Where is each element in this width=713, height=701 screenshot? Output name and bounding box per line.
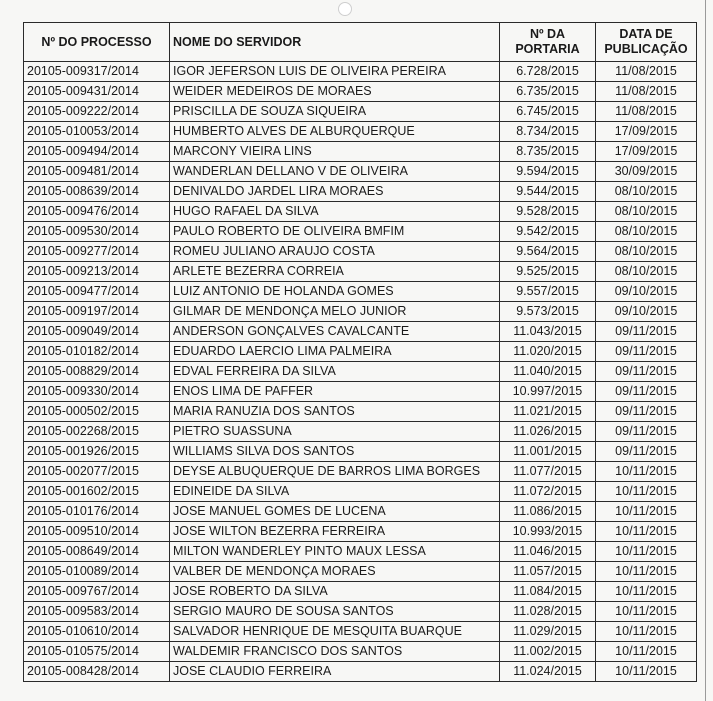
cell-processo: 20105-002268/2015 <box>24 422 170 442</box>
table-row <box>24 82 697 102</box>
cell-data: 08/10/2015 <box>596 182 697 202</box>
cell-nome: GILMAR DE MENDONÇA MELO JUNIOR <box>170 302 500 322</box>
cell-processo: 20105-009197/2014 <box>24 302 170 322</box>
cell-data: 10/11/2015 <box>596 642 697 662</box>
cell-processo: 20105-009476/2014 <box>24 202 170 222</box>
table-row <box>24 242 697 262</box>
cell-processo: 20105-010089/2014 <box>24 562 170 582</box>
cell-portaria: 8.734/2015 <box>500 122 596 142</box>
cell-data: 08/10/2015 <box>596 202 697 222</box>
cell-portaria: 11.086/2015 <box>500 502 596 522</box>
table-row <box>24 302 697 322</box>
table-row <box>24 282 697 302</box>
cell-portaria: 9.525/2015 <box>500 262 596 282</box>
cell-nome: WALDEMIR FRANCISCO DOS SANTOS <box>170 642 500 662</box>
header-processo: Nº DO PROCESSO <box>24 23 170 62</box>
cell-processo: 20105-009583/2014 <box>24 602 170 622</box>
header-portaria-line2: PORTARIA <box>515 42 580 56</box>
cell-nome: WEIDER MEDEIROS DE MORAES <box>170 82 500 102</box>
table-row <box>24 122 697 142</box>
cell-nome: PIETRO SUASSUNA <box>170 422 500 442</box>
cell-nome: ENOS LIMA DE PAFFER <box>170 382 500 402</box>
cell-nome: DENIVALDO JARDEL LIRA MORAES <box>170 182 500 202</box>
cell-processo: 20105-009317/2014 <box>24 62 170 82</box>
table-row <box>24 442 697 462</box>
cell-data: 11/08/2015 <box>596 102 697 122</box>
cell-data: 08/10/2015 <box>596 222 697 242</box>
table-row <box>24 342 697 362</box>
cell-portaria: 11.040/2015 <box>500 362 596 382</box>
cell-nome: JOSE ROBERTO DA SILVA <box>170 582 500 602</box>
cell-data: 11/08/2015 <box>596 82 697 102</box>
cell-data: 10/11/2015 <box>596 622 697 642</box>
cell-processo: 20105-010575/2014 <box>24 642 170 662</box>
table-row <box>24 602 697 622</box>
cell-nome: ARLETE BEZERRA CORREIA <box>170 262 500 282</box>
table-row <box>24 482 697 502</box>
cell-processo: 20105-009494/2014 <box>24 142 170 162</box>
table-row <box>24 162 697 182</box>
header-data-line2: PUBLICAÇÃO <box>604 42 688 56</box>
cell-data: 09/11/2015 <box>596 422 697 442</box>
cell-processo: 20105-009222/2014 <box>24 102 170 122</box>
cell-data: 10/11/2015 <box>596 462 697 482</box>
cell-nome: EDUARDO LAERCIO LIMA PALMEIRA <box>170 342 500 362</box>
cell-nome: IGOR JEFERSON LUIS DE OLIVEIRA PEREIRA <box>170 62 500 82</box>
cell-portaria: 11.072/2015 <box>500 482 596 502</box>
table-row <box>24 462 697 482</box>
cell-processo: 20105-009477/2014 <box>24 282 170 302</box>
cell-processo: 20105-008428/2014 <box>24 662 170 682</box>
table-row <box>24 142 697 162</box>
table-row <box>24 262 697 282</box>
table-row <box>24 522 697 542</box>
cell-portaria: 11.024/2015 <box>500 662 596 682</box>
cell-portaria: 11.026/2015 <box>500 422 596 442</box>
cell-data: 09/10/2015 <box>596 302 697 322</box>
cell-nome: PRISCILLA DE SOUZA SIQUEIRA <box>170 102 500 122</box>
cell-processo: 20105-009213/2014 <box>24 262 170 282</box>
cell-nome: DEYSE ALBUQUERQUE DE BARROS LIMA BORGES <box>170 462 500 482</box>
cell-nome: VALBER DE MENDONÇA MORAES <box>170 562 500 582</box>
cell-portaria: 9.557/2015 <box>500 282 596 302</box>
cell-nome: LUIZ ANTONIO DE HOLANDA GOMES <box>170 282 500 302</box>
cell-data: 10/11/2015 <box>596 582 697 602</box>
cell-nome: EDINEIDE DA SILVA <box>170 482 500 502</box>
table-row <box>24 662 697 682</box>
cell-data: 10/11/2015 <box>596 522 697 542</box>
cell-portaria: 11.046/2015 <box>500 542 596 562</box>
cell-portaria: 11.043/2015 <box>500 322 596 342</box>
cell-portaria: 11.077/2015 <box>500 462 596 482</box>
cell-nome: HUGO RAFAEL DA SILVA <box>170 202 500 222</box>
cell-data: 09/11/2015 <box>596 382 697 402</box>
cell-data: 09/10/2015 <box>596 282 697 302</box>
cell-data: 11/08/2015 <box>596 62 697 82</box>
cell-nome: HUMBERTO ALVES DE ALBURQUERQUE <box>170 122 500 142</box>
cell-portaria: 10.997/2015 <box>500 382 596 402</box>
cell-processo: 20105-000502/2015 <box>24 402 170 422</box>
table-row <box>24 222 697 242</box>
cell-data: 17/09/2015 <box>596 122 697 142</box>
cell-nome: WANDERLAN DELLANO V DE OLIVEIRA <box>170 162 500 182</box>
cell-portaria: 11.002/2015 <box>500 642 596 662</box>
cell-portaria: 11.028/2015 <box>500 602 596 622</box>
cell-portaria: 9.594/2015 <box>500 162 596 182</box>
cell-processo: 20105-009330/2014 <box>24 382 170 402</box>
table-row <box>24 322 697 342</box>
cell-data: 10/11/2015 <box>596 602 697 622</box>
cell-portaria: 11.021/2015 <box>500 402 596 422</box>
table-row <box>24 62 697 82</box>
cell-data: 10/11/2015 <box>596 502 697 522</box>
cell-processo: 20105-009431/2014 <box>24 82 170 102</box>
cell-nome: MARIA RANUZIA DOS SANTOS <box>170 402 500 422</box>
table-row <box>24 562 697 582</box>
cell-nome: WILLIAMS SILVA DOS SANTOS <box>170 442 500 462</box>
cell-nome: PAULO ROBERTO DE OLIVEIRA BMFIM <box>170 222 500 242</box>
header-nome: NOME DO SERVIDOR <box>170 23 500 62</box>
cell-processo: 20105-010053/2014 <box>24 122 170 142</box>
cell-data: 09/11/2015 <box>596 442 697 462</box>
cell-nome: ANDERSON GONÇALVES CAVALCANTE <box>170 322 500 342</box>
cell-portaria: 11.029/2015 <box>500 622 596 642</box>
page-edge <box>705 0 706 701</box>
cell-processo: 20105-009277/2014 <box>24 242 170 262</box>
table-row <box>24 422 697 442</box>
cell-data: 08/10/2015 <box>596 262 697 282</box>
cell-portaria: 10.993/2015 <box>500 522 596 542</box>
header-portaria <box>500 23 596 62</box>
cell-data: 09/11/2015 <box>596 362 697 382</box>
cell-data: 08/10/2015 <box>596 242 697 262</box>
punch-hole <box>338 2 352 16</box>
process-table <box>23 22 697 682</box>
cell-processo: 20105-010182/2014 <box>24 342 170 362</box>
cell-processo: 20105-008649/2014 <box>24 542 170 562</box>
header-portaria-line1: Nº DA <box>529 27 566 41</box>
table-row <box>24 362 697 382</box>
cell-portaria: 9.573/2015 <box>500 302 596 322</box>
cell-portaria: 8.735/2015 <box>500 142 596 162</box>
cell-processo: 20105-009510/2014 <box>24 522 170 542</box>
cell-processo: 20105-009481/2014 <box>24 162 170 182</box>
header-data <box>596 23 697 62</box>
cell-data: 17/09/2015 <box>596 142 697 162</box>
cell-processo: 20105-002077/2015 <box>24 462 170 482</box>
cell-data: 10/11/2015 <box>596 542 697 562</box>
cell-nome: MARCONY VIEIRA LINS <box>170 142 500 162</box>
table-row <box>24 622 697 642</box>
cell-processo: 20105-009767/2014 <box>24 582 170 602</box>
cell-processo: 20105-008639/2014 <box>24 182 170 202</box>
table-row <box>24 542 697 562</box>
header-data-line1: DATA DE <box>619 27 673 41</box>
header-row <box>24 23 697 62</box>
cell-processo: 20105-008829/2014 <box>24 362 170 382</box>
table-row <box>24 642 697 662</box>
cell-nome: JOSE CLAUDIO FERREIRA <box>170 662 500 682</box>
cell-processo: 20105-009530/2014 <box>24 222 170 242</box>
table-row <box>24 582 697 602</box>
cell-processo: 20105-010610/2014 <box>24 622 170 642</box>
cell-nome: EDVAL FERREIRA DA SILVA <box>170 362 500 382</box>
cell-portaria: 9.542/2015 <box>500 222 596 242</box>
cell-data: 09/11/2015 <box>596 402 697 422</box>
cell-nome: JOSE WILTON BEZERRA FERREIRA <box>170 522 500 542</box>
cell-portaria: 11.001/2015 <box>500 442 596 462</box>
cell-nome: JOSE MANUEL GOMES DE LUCENA <box>170 502 500 522</box>
cell-nome: ROMEU JULIANO ARAUJO COSTA <box>170 242 500 262</box>
cell-processo: 20105-001926/2015 <box>24 442 170 462</box>
cell-data: 10/11/2015 <box>596 482 697 502</box>
cell-portaria: 6.745/2015 <box>500 102 596 122</box>
cell-processo: 20105-009049/2014 <box>24 322 170 342</box>
table-row <box>24 402 697 422</box>
cell-portaria: 9.528/2015 <box>500 202 596 222</box>
cell-data: 09/11/2015 <box>596 322 697 342</box>
cell-processo: 20105-001602/2015 <box>24 482 170 502</box>
cell-portaria: 11.020/2015 <box>500 342 596 362</box>
cell-nome: SALVADOR HENRIQUE DE MESQUITA BUARQUE <box>170 622 500 642</box>
cell-portaria: 9.544/2015 <box>500 182 596 202</box>
cell-portaria: 6.735/2015 <box>500 82 596 102</box>
table-row <box>24 382 697 402</box>
cell-data: 09/11/2015 <box>596 342 697 362</box>
cell-nome: SERGIO MAURO DE SOUSA SANTOS <box>170 602 500 622</box>
cell-portaria: 11.057/2015 <box>500 562 596 582</box>
cell-nome: MILTON WANDERLEY PINTO MAUX LESSA <box>170 542 500 562</box>
cell-data: 10/11/2015 <box>596 662 697 682</box>
cell-portaria: 9.564/2015 <box>500 242 596 262</box>
table-row <box>24 182 697 202</box>
cell-processo: 20105-010176/2014 <box>24 502 170 522</box>
cell-portaria: 6.728/2015 <box>500 62 596 82</box>
table-row <box>24 502 697 522</box>
cell-portaria: 11.084/2015 <box>500 582 596 602</box>
table-row <box>24 102 697 122</box>
cell-data: 30/09/2015 <box>596 162 697 182</box>
cell-data: 10/11/2015 <box>596 562 697 582</box>
table-row <box>24 202 697 222</box>
